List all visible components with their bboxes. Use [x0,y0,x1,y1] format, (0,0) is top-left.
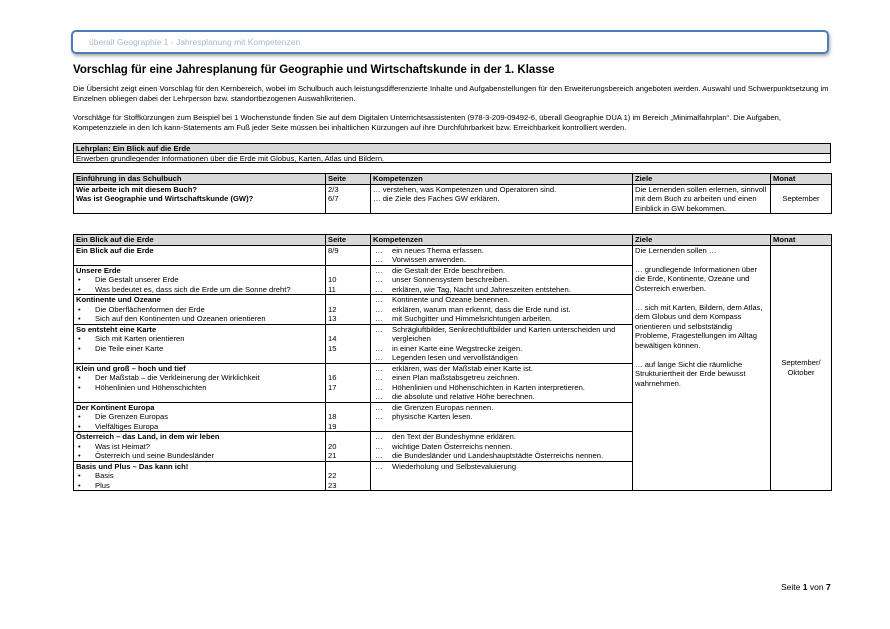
kompetenz: … die Gestalt der Erde beschreiben. [373,266,630,276]
page-number: 23 [328,480,337,490]
table-header-row [74,235,832,246]
kompetenzen-cell [371,265,633,295]
table-header-row [74,174,832,185]
kompetenz: … die Grenzen Europas nennen. [373,403,630,413]
intro-paragraph-1: Die Übersicht zeigt einen Vorschlag für den Kernbereich, wobei im Schulbuch auch leistungsdifferenzierte Inhalte und Aufgabenstellungen für den Erweiterungsbereich angeboten werden. Auswahl und Schwerpunktsetzung im Einzelnen obliegen dabei der Lehrperson bzw. standortbezogenen Auswahlkriterien. [73,84,829,103]
intro-table [73,173,832,214]
topic-title: Unsere Erde [76,265,121,275]
topic-cell [74,363,326,402]
monat-cell: September [771,184,832,214]
topic-item: • Sich mit Karten orientieren [76,334,323,344]
page-number: 11 [328,284,336,294]
column-header: Monat [771,174,832,185]
topic-item: • Was bedeutet es, dass sich die Erde um die Sonne dreht? [76,285,323,295]
page-footer [781,582,831,592]
ziele-cell: Die Lernenden sollen erlernen, sinnvoll mit dem Buch zu arbeiten und einen Einblick in GW bekommen. [633,184,771,214]
kompetenz: … wichtige Daten Österreichs nennen. [373,442,630,452]
kompetenz: … Schrägluftbilder, Senkrechtluftbilder und Karten unterscheiden und vergleichen [373,325,630,344]
topic-cell [74,461,326,491]
kompetenz: … Vorwissen anwenden. [373,255,630,265]
page-cell [326,363,371,402]
topic-title: Der Kontinent Europa [76,402,155,412]
page-cell [326,295,371,325]
kompetenz: … Legenden lesen und vervollständigen [373,353,630,363]
topic-item: • Sich auf den Kontinenten und Ozeanen orientieren [76,314,323,324]
ziel: Die Lernenden sollen … [635,245,717,255]
lehrplan-text: Erwerben grundlegender Informationen über die Erde mit Globus, Karten, Atlas und Bildern. [76,154,385,163]
kompetenz: … in einer Karte eine Wegstrecke zeigen. [373,344,630,354]
topic-title: Klein und groß – hoch und tief [76,363,186,373]
topic-item: • Die Grenzen Europas [76,412,323,422]
topic-item: • Basis [76,471,323,481]
page-cell [326,265,371,295]
page-cell [326,245,371,265]
lehrplan-heading: Lehrplan: Ein Blick auf die Erde [74,144,830,154]
column-header: Ziele [633,174,771,185]
kompetenz: … Kontinente und Ozeane benennen. [373,295,630,305]
kompetenz: … unser Sonnensystem beschreiben. [373,275,630,285]
page-number: 18 [328,412,337,421]
topic-cell [74,432,326,462]
page-number: 20 [328,441,337,451]
topic-cell [74,245,326,265]
topic-item: • Vielfältiges Europa [76,422,323,432]
kompetenz: … erklären, warum man erkennt, dass die Erde rund ist. [373,305,630,315]
topic-cell [74,402,326,432]
topic-item: • Plus [76,481,323,491]
page-number: 8/9 [328,245,339,255]
page-number: 21 [328,451,337,460]
footer-total: 7 [825,582,831,592]
intro-paragraph-2: Vorschläge für Stoffkürzungen zum Beispiel bei 1 Wochenstunde finden Sie auf dem Digitalen Unterrichtsassistenten (978-3-209-09492-6, überall Geographie DUA 1) im Bereich „Minimalfahrplan“. Die Aufgaben, Kompetenzziele in den Ich kann-Statements am Fuß jeder Seite müssen bei inhaltlichen Kürzungen auf ihre Durchführbarkeit bzw. Erreichbarkeit kontrolliert werden. [73,113,782,132]
ziel: … sich mit Karten, Bildern, dem Atlas, dem Globus und dem Kompass orientieren und selbstständig Probleme, Fragestellungen im Alltag bewältigen können. [635,302,763,350]
topic-title: Basis und Plus – Das kann ich! [76,461,189,471]
topic-item: • Was ist Heimat? [76,442,323,452]
topic-item: • Höhenlinien und Höhenschichten [76,383,323,393]
column-header: Kompetenzen [371,235,633,246]
page-number: 10 [328,275,337,284]
kompetenz: … die absolute und relative Höhe berechnen. [373,392,630,402]
page-cell [326,461,371,491]
footer-prefix: Seite [781,582,801,592]
page-cell [326,324,371,363]
kompetenz: … physische Karten lesen. [373,412,630,422]
kompetenz: … erklären, was der Maßstab einer Karte ist. [373,364,630,374]
topic-item: • Österreich und seine Bundesländer [76,451,323,461]
page-number: 14 [328,334,337,343]
kompetenz: … Wiederholung und Selbstevaluierung [373,462,630,472]
topic-item: • Die Gestalt unserer Erde [76,275,323,285]
kompetenzen-cell [371,402,633,432]
ziel: … grundlegende Informationen über die Erde, Kontinente, Ozeane und Österreich erwerben. [635,264,758,293]
page-number: 12 [328,304,337,314]
column-header: Ziele [633,235,771,246]
column-header: Einführung in das Schulbuch [74,174,326,185]
kompetenzen-cell [371,461,633,491]
kompetenz: … ein neues Thema erfassen. [373,246,630,256]
topic-cell [74,295,326,325]
topic: Wie arbeite ich mit diesem Buch? [76,184,198,194]
header-box [71,30,829,54]
kompetenz: … Höhenlinien und Höhenschichten in Karten interpretieren. [373,383,630,393]
page-number: 15 [328,343,337,353]
topic: Was ist Geographie und Wirtschaftskunde (GW)? [76,194,254,203]
monat-cell: September/ Oktober [771,245,832,491]
page-number: 17 [328,382,337,392]
topic-item: • Der Maßstab – die Verkleinerung der Wirklichkeit [76,373,323,383]
page-number: 2/3 [328,184,339,194]
topic-item: • Die Teile einer Karte [76,344,323,354]
kompetenzen-cell [371,432,633,462]
page-cell [326,432,371,462]
column-header: Kompetenzen [371,174,633,185]
page-number: 13 [328,314,337,323]
kompetenzen-cell [371,245,633,265]
column-header: Seite [326,174,371,185]
plan-table [73,234,832,491]
kompetenzen-cell [371,295,633,325]
topic-title: Österreich – das Land, in dem wir leben [76,432,220,441]
kompetenzen-cell [371,184,633,214]
kompetenz: … die Ziele des Faches GW erklären. [373,194,500,203]
page-number: 16 [328,373,337,382]
column-header: Ein Blick auf die Erde [74,235,326,246]
topic-title: Kontinente und Ozeane [76,295,161,304]
column-header: Seite [326,235,371,246]
topic-cell [74,184,326,214]
topic-cell [74,265,326,295]
table-row [74,184,832,214]
topic-title: Ein Blick auf die Erde [76,245,154,255]
page-number: 6/7 [328,194,339,203]
ziele-cell [633,245,771,491]
kompetenz: … den Text der Bundeshymne erklären. [373,432,630,442]
page-number: 22 [328,471,337,480]
lehrplan-box [73,143,831,163]
kompetenz: … die Bundesländer und Landeshauptstädte Österreichs nennen. [373,451,630,461]
column-header: Monat [771,235,832,246]
ziel: … auf lange Sicht die räumliche Strukturiertheit der Erde bewusst wahrnehmen. [635,359,746,388]
kompetenz: … einen Plan maßstabsgetreu zeichnen. [373,373,630,383]
page-cell [326,184,371,214]
topic-title: So entsteht eine Karte [76,324,157,334]
topic-cell [74,324,326,363]
kompetenz: … verstehen, was Kompetenzen und Operatoren sind. [373,184,557,194]
footer-mid: von [809,582,824,592]
header-text: überall Geographie 1 - Jahresplanung mit Kompetenzen [89,37,301,47]
footer-page: 1 [802,582,808,592]
table-row [74,245,832,265]
page-number: 19 [328,421,337,431]
page-title: Vorschlag für eine Jahresplanung für Geographie und Wirtschaftskunde in der 1. Klasse [73,64,555,76]
kompetenz: … erklären, wie Tag, Nacht und Jahreszeiten entstehen. [373,285,630,295]
kompetenz: … mit Suchgitter und Himmelsrichtungen arbeiten. [373,314,630,324]
topic-item: • Die Oberflächenformen der Erde [76,305,323,315]
page-cell [326,402,371,432]
kompetenzen-cell [371,363,633,402]
kompetenzen-cell [371,324,633,363]
